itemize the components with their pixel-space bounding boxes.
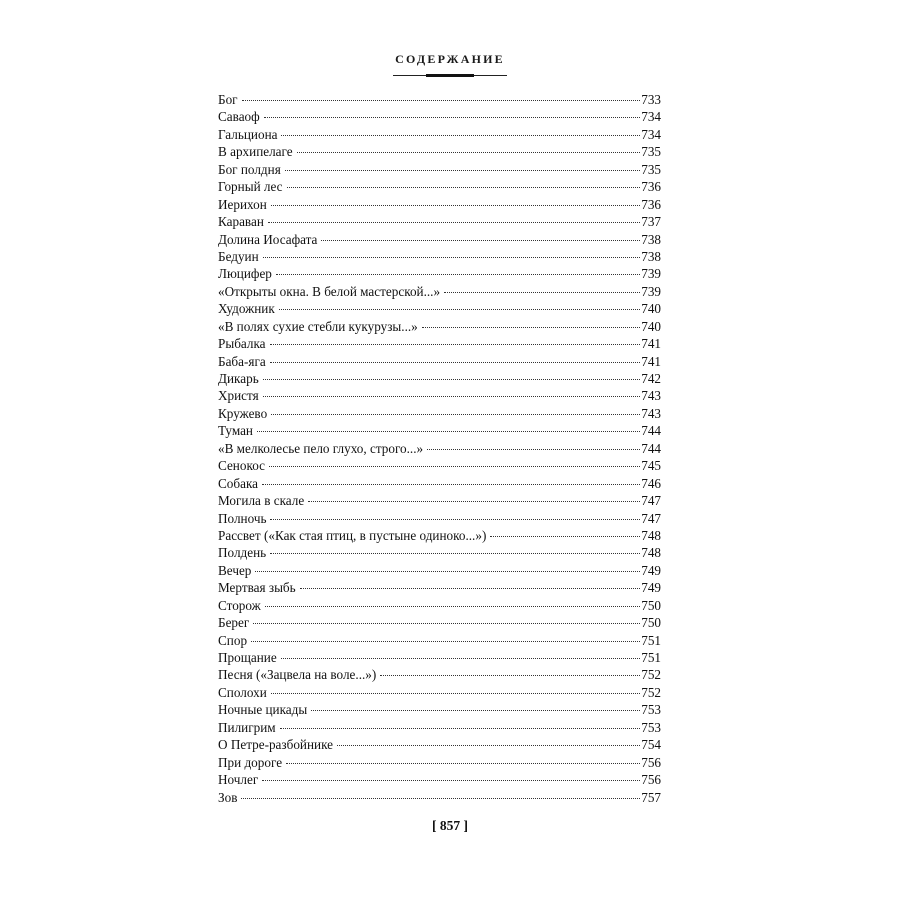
dot-leader [276, 274, 640, 275]
toc-entry-page: 750 [641, 597, 661, 613]
toc-entry-page: 741 [641, 353, 661, 369]
toc-entry-title: Сполохи [218, 684, 267, 700]
toc-entry-title: Ночлег [218, 772, 259, 788]
toc-entry-page: 754 [641, 737, 661, 753]
toc-entry-title: Полночь [218, 510, 267, 526]
toc-entry [218, 544, 661, 561]
dot-leader [241, 798, 640, 799]
dot-leader [271, 693, 640, 694]
dot-leader [380, 675, 640, 676]
toc-entry [218, 632, 661, 649]
dot-leader [271, 205, 640, 206]
dot-leader [264, 117, 641, 118]
toc-entry-title: Дикарь [218, 371, 259, 386]
toc-entry [218, 370, 661, 387]
toc-entry-page: 753 [641, 719, 661, 735]
toc-entry [218, 353, 661, 370]
toc-entry-title: «В мелколесье пело глухо, строго...» [218, 440, 424, 456]
toc-entry-title: Полдень [218, 545, 267, 561]
dot-leader [287, 187, 641, 188]
toc-entry-page: 740 [641, 301, 661, 317]
toc-entry-page: 751 [641, 650, 661, 665]
toc-entry-page: 736 [641, 196, 661, 212]
toc-entry-title: Берег [218, 615, 250, 631]
toc-entry-title: Собака [218, 475, 259, 491]
toc-entry-title: Христя [218, 388, 259, 404]
toc-entry-title: Сенокос [218, 458, 265, 474]
toc-entry [218, 684, 661, 701]
dot-leader [270, 553, 640, 554]
dot-leader [286, 763, 640, 764]
toc-entry-page: 733 [641, 92, 661, 107]
dot-leader [251, 641, 640, 642]
toc-entry [218, 510, 661, 527]
toc-entry-page: 734 [641, 126, 661, 142]
toc-entry [218, 405, 661, 422]
dot-leader [253, 623, 640, 624]
toc-entry-page: 738 [641, 231, 661, 247]
toc-entry-page: 752 [641, 667, 661, 683]
toc-entry-page: 745 [641, 458, 661, 474]
toc-entry-title: Рыбалка [218, 336, 266, 352]
toc-entry [218, 701, 661, 718]
toc-entry [218, 387, 661, 404]
toc-entry [218, 440, 661, 457]
toc-entry-page: 744 [641, 423, 661, 439]
toc-entry-title: Иерихон [218, 196, 267, 212]
dot-leader [285, 170, 640, 171]
toc-entry [218, 422, 661, 439]
toc-entry [218, 492, 661, 509]
dot-leader [279, 309, 640, 310]
toc-entry-title: Прощание [218, 650, 277, 665]
toc-entry-title: В архипелаге [218, 144, 293, 160]
toc-entry-page: 747 [641, 493, 661, 509]
toc-entry-page: 740 [641, 318, 661, 334]
dot-leader [242, 100, 641, 101]
dot-leader [311, 710, 640, 711]
toc-entry [218, 161, 661, 178]
toc-entry-title: О Петре-разбойнике [218, 737, 334, 753]
dot-leader [263, 257, 641, 258]
toc-entry [218, 736, 661, 753]
toc-entry-page: 739 [641, 266, 661, 282]
dot-leader [280, 728, 641, 729]
page-number: [ 857 ] [432, 818, 468, 833]
dot-leader [262, 780, 640, 781]
toc-entry [218, 771, 661, 788]
toc-entry-page: 750 [641, 615, 661, 631]
header-rule-thick [426, 74, 474, 77]
toc-entry-page: 748 [641, 527, 661, 543]
toc-entry-page: 748 [641, 545, 661, 561]
toc-entry-title: Сторож [218, 597, 261, 613]
toc-entry-page: 746 [641, 475, 661, 491]
dot-leader [422, 327, 640, 328]
dot-leader [269, 466, 640, 467]
toc-entry-title: При дороге [218, 754, 283, 770]
toc-entry-title: Песня («Зацвела на воле...») [218, 667, 377, 683]
toc-entry-title: Туман [218, 423, 253, 439]
toc-entry [218, 231, 661, 248]
dot-leader [270, 519, 640, 520]
toc-entry-title: Рассвет («Как стая птиц, в пустыне одиноко...») [218, 527, 487, 543]
dot-leader [281, 658, 641, 659]
toc-entry-page: 757 [641, 789, 661, 805]
toc-entry [218, 754, 661, 771]
toc-entry-title: Гальциона [218, 126, 278, 142]
toc-entry-title: Художник [218, 301, 275, 317]
dot-leader [268, 222, 640, 223]
toc-entry [218, 213, 661, 230]
toc-entry-title: Кружево [218, 405, 268, 421]
toc-entry [218, 527, 661, 544]
toc-entry [218, 666, 661, 683]
toc-entry-page: 735 [641, 161, 661, 177]
toc-entry-title: Долина Иосафата [218, 231, 318, 247]
toc-entry-title: Люцифер [218, 266, 272, 282]
toc-entry-title: Саваоф [218, 109, 260, 125]
toc-entry [218, 108, 661, 125]
dot-leader [444, 292, 640, 293]
toc-entry-page: 743 [641, 405, 661, 421]
dot-leader [427, 449, 640, 450]
toc-entry [218, 248, 661, 265]
toc-entry [218, 265, 661, 282]
toc-entry-title: «В полях сухие стебли кукурузы...» [218, 318, 418, 334]
toc-entry-page: 753 [641, 702, 661, 718]
toc-entry-page: 751 [641, 632, 661, 648]
section-title: СОДЕРЖАНИЕ [395, 52, 505, 66]
dot-leader [257, 431, 640, 432]
dot-leader [271, 414, 640, 415]
toc-entry-title: Бедуин [218, 248, 259, 264]
toc-entry-page: 752 [641, 684, 661, 700]
toc-entry [218, 283, 661, 300]
toc-entry-page: 749 [641, 562, 661, 578]
toc-entry-title: Могила в скале [218, 493, 305, 509]
table-of-contents [218, 91, 661, 806]
toc-entry [218, 649, 661, 666]
dot-leader [337, 745, 640, 746]
toc-entry-title: Баба-яга [218, 353, 266, 369]
dot-leader [263, 379, 640, 380]
toc-entry [218, 196, 661, 213]
toc-entry-page: 742 [641, 371, 661, 386]
toc-entry-title: Спор [218, 632, 248, 648]
page-header [0, 52, 900, 79]
toc-entry-title: Ночные цикады [218, 702, 308, 718]
header-ornament-rule [393, 73, 507, 79]
toc-entry-title: Бог [218, 92, 238, 107]
toc-entry [218, 126, 661, 143]
toc-entry-page: 756 [641, 772, 661, 788]
dot-leader [255, 571, 640, 572]
toc-entry-page: 749 [641, 580, 661, 596]
toc-entry-page: 735 [641, 144, 661, 160]
toc-entry-page: 744 [641, 440, 661, 456]
toc-entry-page: 743 [641, 388, 661, 404]
toc-entry [218, 562, 661, 579]
dot-leader [321, 240, 640, 241]
toc-entry-title: Мертвая зыбь [218, 580, 296, 596]
toc-entry-page: 739 [641, 283, 661, 299]
dot-leader [263, 396, 641, 397]
toc-entry [218, 719, 661, 736]
toc-entry-page: 741 [641, 336, 661, 352]
dot-leader [270, 344, 641, 345]
toc-entry [218, 457, 661, 474]
toc-entry-title: Вечер [218, 562, 252, 578]
toc-entry-title: Пилигрим [218, 719, 276, 735]
toc-entry [218, 91, 661, 108]
toc-entry [218, 475, 661, 492]
toc-entry [218, 318, 661, 335]
toc-entry-page: 736 [641, 179, 661, 195]
toc-entry-page: 734 [641, 109, 661, 125]
dot-leader [270, 362, 641, 363]
toc-entry-title: Горный лес [218, 179, 283, 195]
toc-entry-page: 747 [641, 510, 661, 526]
toc-entry-page: 756 [641, 754, 661, 770]
dot-leader [300, 588, 641, 589]
toc-entry [218, 300, 661, 317]
toc-entry [218, 597, 661, 614]
dot-leader [297, 152, 641, 153]
toc-entry-title: Караван [218, 214, 264, 230]
toc-entry-page: 737 [641, 214, 661, 230]
toc-entry [218, 178, 661, 195]
toc-entry-title: Зов [218, 789, 238, 805]
dot-leader [262, 484, 640, 485]
toc-entry-title: Бог полдня [218, 161, 281, 177]
toc-entry [218, 614, 661, 631]
toc-entry [218, 579, 661, 596]
dot-leader [281, 135, 640, 136]
dot-leader [265, 606, 640, 607]
toc-entry-page: 738 [641, 248, 661, 264]
toc-entry-title: «Открыты окна. В белой мастерской...» [218, 283, 441, 299]
dot-leader [490, 536, 640, 537]
toc-entry [218, 789, 661, 806]
toc-entry [218, 335, 661, 352]
dot-leader [308, 501, 640, 502]
toc-entry [218, 143, 661, 160]
